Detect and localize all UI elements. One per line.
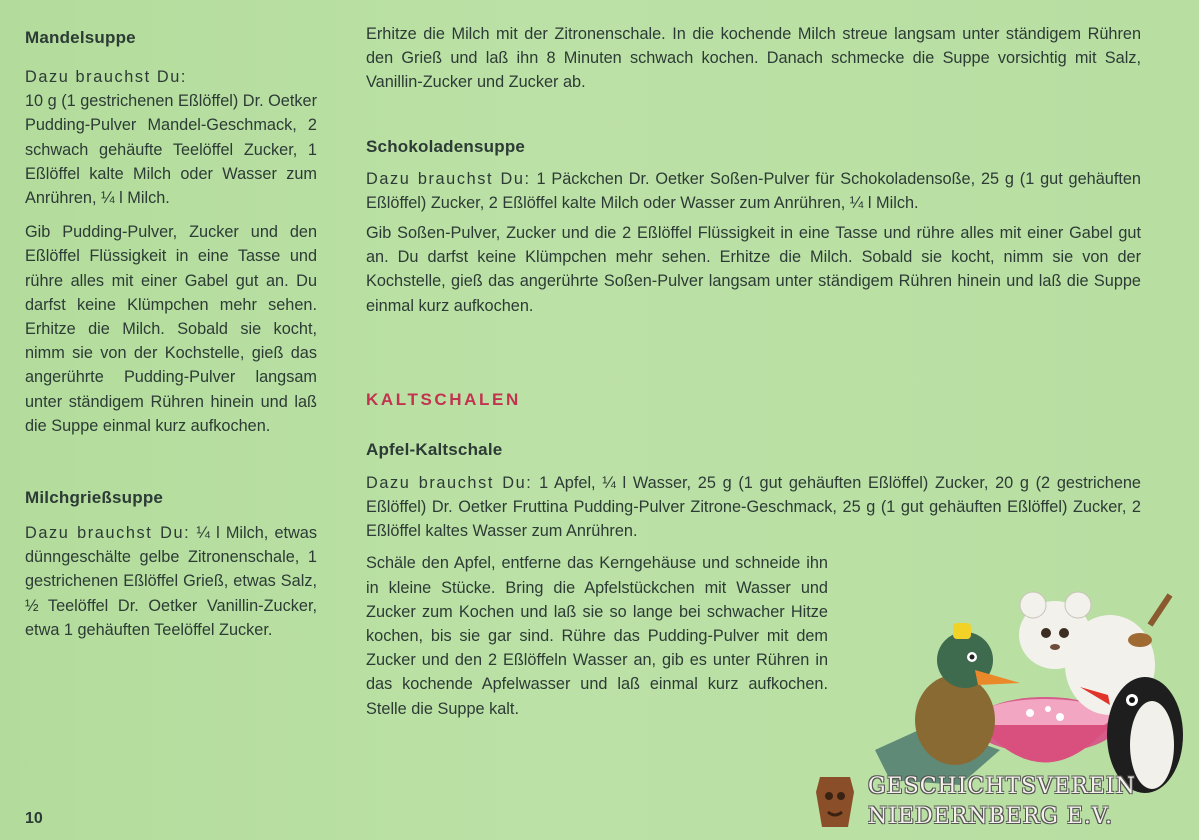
ingredients-schokoladensuppe <box>366 167 1141 215</box>
association-logo-icon <box>810 772 860 832</box>
ingredients-text: 10 g (1 gestrichenen Eßlöffel) Dr. Oetker Pudding-Pulver Mandel-Geschmack, 2 schwach gehäufte Teelöffel Zucker, 1 Eßlöffel kalte Milch oder Wasser zum Anrühren, ¼ l Milch. <box>25 92 317 208</box>
recipe-title-mandelsuppe: Mandelsuppe <box>25 28 136 47</box>
ingredients-text: ¼ l Milch, etwas dünngeschälte gelbe Zitronenschale, 1 gestrichenen Eßlöffel Grieß, etwas Salz, ½ Teelöffel Dr. Oetker Vanillin-Zucker, etwa 1 gehäuften Teelöffel Zucker. <box>25 524 317 639</box>
ingredients-lead: Dazu brauchst Du: <box>25 524 191 543</box>
steps-milchgriesssuppe: Erhitze die Milch mit der Zitronenschale. In die kochende Milch streue langsam unter ständigem Rühren den Grieß und laß ihn 8 Minuten schwach kochen. Danach schmecke die Suppe vorsichtig mit Salz, Vanillin-Zucker und Zucker ab. <box>366 25 1141 92</box>
section-title-kaltschalen: KALTSCHALEN <box>366 389 521 409</box>
ingredients-lead: Dazu brauchst Du: <box>366 169 531 188</box>
recipe-title-milchgriesssuppe: Milchgrießsuppe <box>25 488 164 508</box>
watermark-line-1: GESCHICHTSVEREIN <box>868 774 1136 799</box>
ingredients-milchgriesssuppe <box>25 521 317 642</box>
page-number: 10 <box>25 810 43 827</box>
recipe-title-apfel-kaltschale: Apfel-Kaltschale <box>366 439 503 459</box>
steps-mandelsuppe: Gib Pudding-Pulver, Zucker und den Eßlöffel Flüssigkeit in eine Tasse und rühre alles mit einer Gabel gut an. Du darfst keine Klümpchen mehr sehen. Erhitze die Milch. Sobald sie kocht, nimm sie von der Kochstelle, gieß das angerührte Pudding-Pulver langsam unter ständigem Rühren hinein und laß die Suppe einmal kurz aufkochen. <box>25 223 317 435</box>
steps-apfel-kaltschale: Schäle den Apfel, entferne das Kerngehäuse und schneide ihn in kleine Stücke. Bring die Apfelstückchen mit Wasser und Zucker zum Kochen und laß sie so lange bei schwacher Hitze kochen, bis sie gar sind. Rühre das Pudding-Pulver mit dem Zucker und den 2 Eßlöffeln Wasser an, gib es unter Rühren in das kochende Apfelwasser und laß einmal kurz aufkochen. Stelle die Suppe kalt. <box>366 554 828 718</box>
watermark <box>868 772 1136 832</box>
ingredients-text: 1 Päckchen Dr. Oetker Soßen-Pulver für Schokoladensoße, 25 g (1 gut gehäuften Eßlöffel) Zucker, 2 Eßlöffel kalte Milch oder Wasser zum Anrühren, ¼ l Milch. <box>366 169 1141 212</box>
left-column <box>25 28 317 642</box>
cartoon-animals-illustration <box>870 585 1199 795</box>
ingredients-lead: Dazu brauchst Du: <box>366 473 533 492</box>
steps-schokoladensuppe: Gib Soßen-Pulver, Zucker und die 2 Eßlöffel Flüssigkeit in eine Tasse und rühre alles mit einer Gabel gut an. Du darfst keine Klümpchen mehr sehen. Erhitze die Milch. Sobald sie kocht, nimm sie von der Kochstelle, gieß das angerührte Soßen-Pulver langsam unter ständigem Rühren hinein und laß die Suppe einmal kurz aufkochen. <box>366 224 1141 315</box>
watermark-line-2: NIEDERNBERG E.V. <box>868 804 1113 829</box>
ingredients-apfel-kaltschale <box>366 471 1141 544</box>
recipe-title-schokoladensuppe: Schokoladensuppe <box>366 136 526 156</box>
ingredients-mandelsuppe <box>25 65 317 210</box>
ingredients-lead: Dazu brauchst Du: <box>25 68 188 86</box>
ingredients-text: 1 Apfel, ¼ l Wasser, 25 g (1 gut gehäuften Eßlöffel) Zucker, 20 g (2 gestrichene Eßlöffel) Dr. Oetker Fruttina Pudding-Pulver Zitrone-Geschmack, 25 g (1 gut gehäuften Eßlöffel) Zucker, 2 Eßlöffel kaltes Wasser zum Anrühren. <box>366 473 1141 541</box>
